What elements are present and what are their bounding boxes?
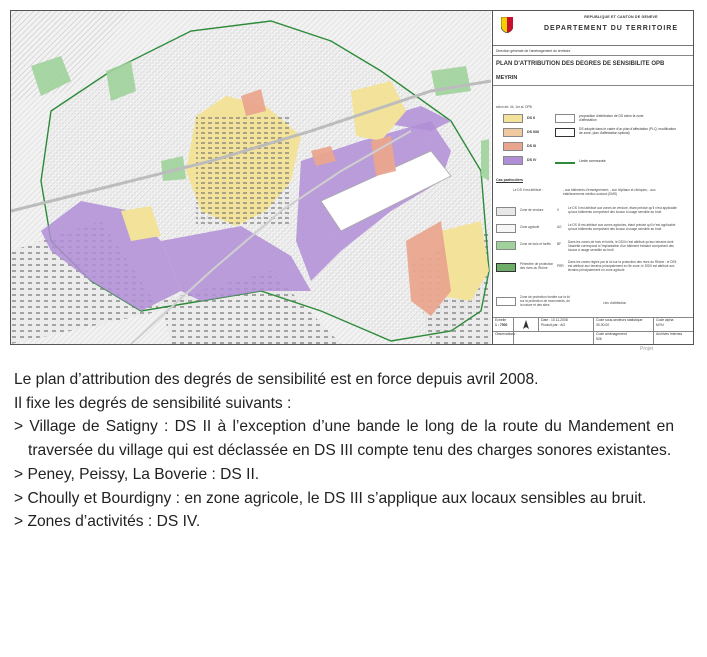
swatch-rives-rhone [496, 263, 516, 272]
scale-label: Echelle [495, 318, 507, 322]
special-code: BF [557, 242, 562, 246]
special-label: Le DS II est attribué : [513, 188, 543, 192]
special-desc: Dans les zones de bois et forêts, le DSIII n'est attribué qu'aux terrains dont l'assiette correspond à l'implantation d'un bâtiment existant comportant des locaux à usage sensible au bruit [568, 240, 674, 252]
legend-commune-limit: Limite communale [579, 159, 606, 163]
plan-figure [10, 10, 694, 345]
code-stat-value: 30.00.00 [596, 323, 610, 327]
swatch-ds-iv [503, 156, 523, 165]
special-code: V [557, 208, 560, 212]
geneva-coat-of-arms [501, 17, 513, 33]
swatch-verdure [496, 207, 516, 216]
commune-limit-line [555, 162, 575, 164]
special-code: AG [557, 225, 562, 229]
republic-label: REPUBLIQUE ET CANTON DE GENEVE [584, 15, 658, 19]
special-desc: Le DS II est attribué aux zones de verdure, étant précisé qu'il n'est applicable qu'aux bâtiments comportant des locaux à usage sensible au bruit [568, 206, 677, 214]
intro-line: Il fixe les degrés de sensibilité suivants : [14, 394, 292, 412]
department-title: DEPARTEMENT DU TERRITOIRE [543, 25, 679, 32]
plan-title: PLAN D'ATTRIBUTION DES DEGRES DE SENSIBILITE OPB [496, 61, 665, 67]
zoning-map [11, 11, 491, 344]
special-label: Zone agricole [520, 225, 540, 229]
swatch-ds-ii-iii [503, 128, 523, 137]
swatch-ds-iii [503, 142, 523, 151]
scale-value: 1 : 7500 [495, 323, 508, 327]
observations-label: Observations : [495, 332, 517, 336]
code-alpha-label: Code alpha [656, 318, 674, 322]
swatch-ds-ii [503, 114, 523, 123]
code-stat-label: Code sous-secteurs statistique [596, 318, 643, 322]
list-item: > Zones d’activités : DS IV. [14, 513, 201, 531]
special-label: Zone de verdure [520, 208, 544, 212]
special-label: Périmètre de protection des rives du Rhône [520, 262, 554, 270]
legend-adopted: DS adopté dans le cadre d'un plan d'affectation (PLQ, modification de zone, plan d'affectation spécial) [579, 127, 677, 135]
special-desc: - aux bâtiments d'enseignement; - aux hôpitaux et cliniques; - aux établissements médico-sociaux (EMS) [563, 188, 656, 196]
page-footer-mark: Projet [640, 346, 654, 352]
legend-class-label: DS II [527, 116, 535, 120]
list-item: > Peney, Peissy, La Boverie : DS II. [14, 465, 260, 483]
map-legend [492, 11, 693, 344]
legend-class-label: DS II/III [527, 130, 539, 134]
code-amenagement-value: 526 [596, 337, 602, 341]
code-amenagement-label: Code aménagement [596, 332, 627, 336]
direction-label: Direction générale de l'aménagement du territoire [496, 49, 571, 53]
legend-header [493, 11, 693, 46]
special-desc: Le DS III est attribué aux zones agricoles, étant précisé qu'il n'est applicable qu'aux bâtiments comportant des locaux à usage sensible au bruit [568, 223, 676, 231]
drawn-by-label: Produit par : AG [541, 323, 566, 327]
special-label: Zone de bois et forêts [520, 242, 551, 246]
special-desc: Lieu d'attribution [603, 301, 627, 305]
swatch-forets [496, 241, 516, 250]
swatch-proposition [555, 114, 575, 123]
legend-class-label: DS IV [527, 158, 537, 162]
list-item: > Choully et Bourdigny : en zone agricole, le DS III s’applique aux locaux sensibles au bruit. [14, 489, 647, 507]
special-label: Zone de protection fondée sur la loi sur la protection de monuments, de la nature et des sites [520, 295, 570, 307]
legend-class-label: DS III [527, 144, 536, 148]
legend-intro: selon art. 44, 1er al. OPB [496, 105, 532, 109]
special-desc: Dans les zones régies par la loi sur la protection des rives du Rhône : le DSII est attribué aux terrains principalement en 5e zone; le DSIII est attribué aux terrains principalement en zone agricole [568, 260, 677, 272]
legend-proposition: proposition d'attribution de DS selon la zone d'affectation [579, 114, 644, 122]
intro-line: Le plan d’attribution des degrés de sensibilité est en force depuis avril 2008. [14, 371, 539, 388]
special-code: PRR [557, 264, 564, 268]
commune-name: MEYRIN [496, 75, 518, 81]
special-cases-title: Cas particuliers [496, 178, 523, 182]
swatch-protection [496, 297, 516, 306]
body-text [14, 368, 674, 534]
date-label: Date : 10.11.2008 [541, 318, 568, 322]
code-alpha-value: MYN [656, 323, 664, 327]
list-item: > Village de Satigny : DS II à l’exception d’une bande le long de la route du Mandement en traversée du village qui est déclassée en DS III compte tenu des charges sonores existantes. [14, 418, 674, 460]
archives-label: Archives Internes [656, 332, 683, 336]
north-arrow-icon [523, 320, 529, 329]
swatch-agricole [496, 224, 516, 233]
swatch-adopted [555, 128, 575, 137]
